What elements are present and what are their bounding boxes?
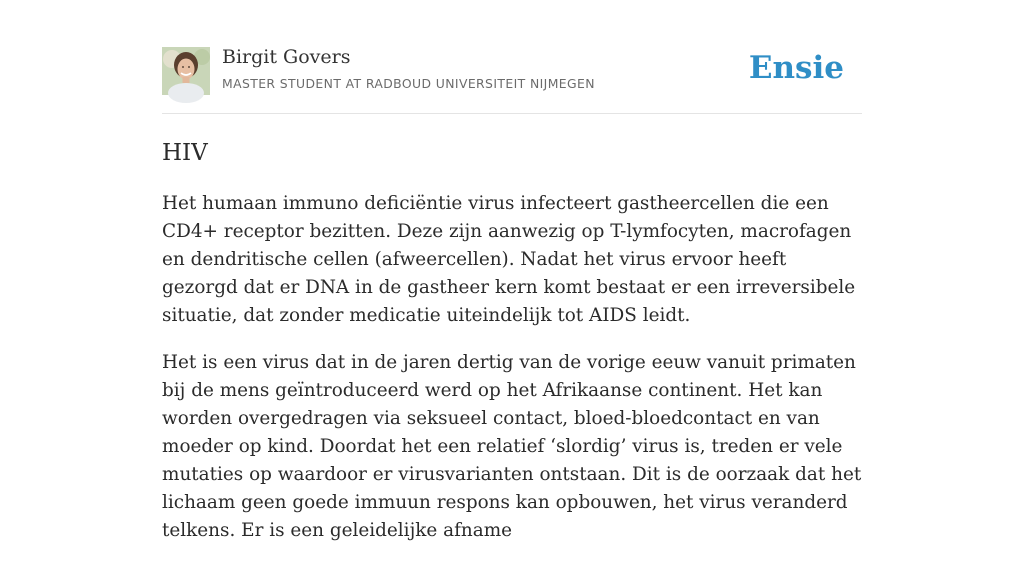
author-name[interactable]: Birgit Govers bbox=[222, 46, 351, 68]
header-divider bbox=[162, 113, 862, 114]
avatar-image bbox=[162, 47, 210, 95]
article-title: HIV bbox=[162, 140, 208, 166]
article-paragraph-1: Het humaan immuno deficiëntie virus infecteert gastheercellen die een CD4+ receptor bezitten. Deze zijn aanwezig op T-lymfocyten, macrofagen en dendritische cellen (afweercellen). Nadat het virus ervoor heeft gezorgd dat er DNA in de gastheer kern komt bestaat er een irreversibele situatie, dat zonder medicatie uiteindelijk tot AIDS leidt. bbox=[162, 193, 856, 326]
article-paragraph-2: Het is een virus dat in de jaren dertig van de vorige eeuw vanuit primaten bij de mens geïntroduceerd werd op het Afrikaanse continent. Het kan worden overgedragen via seksueel contact, bloed-bloedcontact en van moeder op kind. Doordat het een relatief ‘slordig’ virus is, treden er vele mutaties op waardoor er virusvarianten ontstaan. Dit is de oorzaak dat het lichaam geen goede immuun respons kan opbouwen, het virus veranderd telkens. Er is een geleidelijke afname bbox=[162, 352, 862, 541]
author-header bbox=[162, 46, 862, 96]
author-title: MASTER STUDENT AT RADBOUD UNIVERSITEIT NIJMEGEN bbox=[222, 76, 595, 91]
ensie-logo[interactable]: Ensie bbox=[748, 50, 844, 86]
article bbox=[162, 136, 862, 564]
author-avatar[interactable] bbox=[162, 47, 210, 95]
